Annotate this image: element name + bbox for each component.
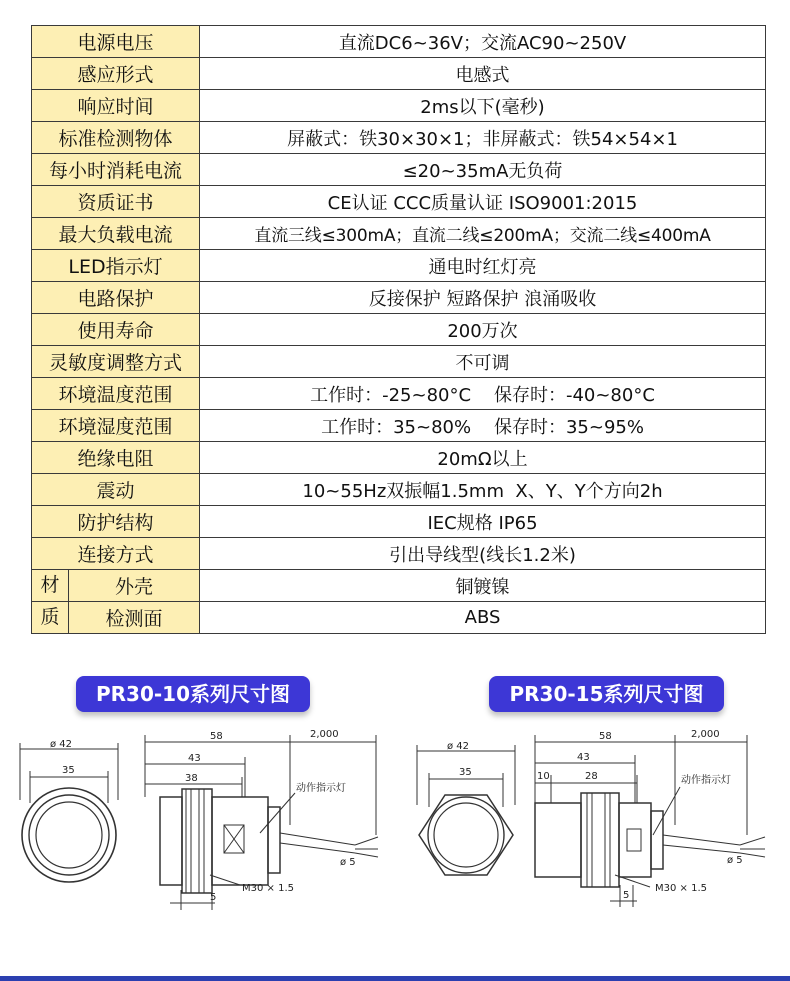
- spec-label: 使用寿命: [32, 314, 200, 346]
- nut-width-label: 5: [623, 890, 630, 901]
- dimension-drawing-pr30-10: [10, 725, 390, 915]
- nut-width-label: 5: [210, 892, 217, 903]
- spec-label: 绝缘电阻: [32, 442, 200, 474]
- spec-value: IEC规格 IP65: [200, 506, 766, 538]
- cable-diameter-label: ø 5: [727, 855, 743, 866]
- spec-label: 每小时消耗电流: [32, 154, 200, 186]
- spec-value: 直流DC6~36V；交流AC90~250V: [200, 26, 766, 58]
- cable-length-label: 2,000: [310, 729, 339, 740]
- spec-label: 连接方式: [32, 538, 200, 570]
- material-label-bottom: 质: [32, 602, 69, 634]
- indicator-label: 动作指示灯: [681, 775, 731, 786]
- spec-label: 资质证书: [32, 186, 200, 218]
- spec-table: [31, 25, 766, 634]
- table-row: [32, 346, 766, 378]
- spec-value: 直流三线≤300mA；直流二线≤200mA；交流二线≤400mA: [200, 218, 766, 250]
- total-length-label: 58: [599, 731, 612, 742]
- thread-spec-label: M30 × 1.5: [242, 883, 294, 894]
- spec-label: 灵敏度调整方式: [32, 346, 200, 378]
- spec-value: 通电时红灯亮: [200, 250, 766, 282]
- cable-diameter-label: ø 5: [340, 857, 356, 868]
- spec-label: 环境温度范围: [32, 378, 200, 410]
- spec-label: 环境湿度范围: [32, 410, 200, 442]
- diagram-title-pr30-10: PR30-10系列尺寸图: [76, 676, 310, 712]
- head-length-label: 10: [537, 771, 550, 782]
- face-diameter-label: ø 42: [447, 741, 470, 752]
- inner-diameter-label: 35: [62, 765, 75, 776]
- spec-value: 20mΩ以上: [200, 442, 766, 474]
- spec-value: 屏蔽式：铁30×30×1；非屏蔽式：铁54×54×1: [200, 122, 766, 154]
- indicator-label: 动作指示灯: [296, 783, 346, 794]
- bottom-divider: [0, 976, 790, 981]
- spec-label: 检测面: [69, 602, 200, 634]
- spec-value: 电感式: [200, 58, 766, 90]
- table-row: [32, 410, 766, 442]
- spec-label: 电源电压: [32, 26, 200, 58]
- table-row: [32, 538, 766, 570]
- total-length-label: 58: [210, 731, 223, 742]
- thread-length-label: 38: [185, 773, 198, 784]
- spec-value: 铜镀镍: [200, 570, 766, 602]
- table-row: [32, 314, 766, 346]
- table-row: [32, 218, 766, 250]
- spec-label: 外壳: [69, 570, 200, 602]
- inner-diameter-label: 35: [459, 767, 472, 778]
- spec-value: 10~55Hz双振幅1.5mm X、Y、Y个方向2h: [200, 474, 766, 506]
- spec-value: 引出导线型(线长1.2米): [200, 538, 766, 570]
- spec-value: ABS: [200, 602, 766, 634]
- body-length-label: 43: [188, 753, 201, 764]
- table-row: [32, 58, 766, 90]
- face-diameter-label: ø 42: [50, 739, 73, 750]
- table-row: [32, 250, 766, 282]
- table-row: [32, 442, 766, 474]
- spec-value: 工作时：-25~80°C 保存时：-40~80°C: [200, 378, 766, 410]
- table-row: [32, 474, 766, 506]
- spec-value: ≤20~35mA无负荷: [200, 154, 766, 186]
- table-row: [32, 506, 766, 538]
- table-row: [32, 602, 766, 634]
- table-row: [32, 282, 766, 314]
- table-row: [32, 26, 766, 58]
- spec-value: 工作时：35~80% 保存时：35~95%: [200, 410, 766, 442]
- body-length-label: 43: [577, 752, 590, 763]
- cable-length-label: 2,000: [691, 729, 720, 740]
- spec-label: 响应时间: [32, 90, 200, 122]
- spec-table-body: [32, 26, 766, 634]
- spec-value: 2ms以下(毫秒): [200, 90, 766, 122]
- table-row: [32, 90, 766, 122]
- table-row: [32, 186, 766, 218]
- table-row: [32, 570, 766, 602]
- diagram-title-pr30-15: PR30-15系列尺寸图: [489, 676, 724, 712]
- spec-label: 标准检测物体: [32, 122, 200, 154]
- table-row: [32, 154, 766, 186]
- spec-label: 最大负载电流: [32, 218, 200, 250]
- material-label-top: 材: [32, 570, 69, 602]
- spec-label: 震动: [32, 474, 200, 506]
- table-row: [32, 378, 766, 410]
- table-row: [32, 122, 766, 154]
- thread-length-label: 28: [585, 771, 598, 782]
- spec-label: 感应形式: [32, 58, 200, 90]
- spec-label: LED指示灯: [32, 250, 200, 282]
- thread-spec-label: M30 × 1.5: [655, 883, 707, 894]
- spec-label: 防护结构: [32, 506, 200, 538]
- spec-value: 200万次: [200, 314, 766, 346]
- spec-value: CE认证 CCC质量认证 ISO9001:2015: [200, 186, 766, 218]
- spec-value: 不可调: [200, 346, 766, 378]
- dimension-drawing-pr30-15: [405, 725, 785, 915]
- spec-label: 电路保护: [32, 282, 200, 314]
- spec-value: 反接保护 短路保护 浪涌吸收: [200, 282, 766, 314]
